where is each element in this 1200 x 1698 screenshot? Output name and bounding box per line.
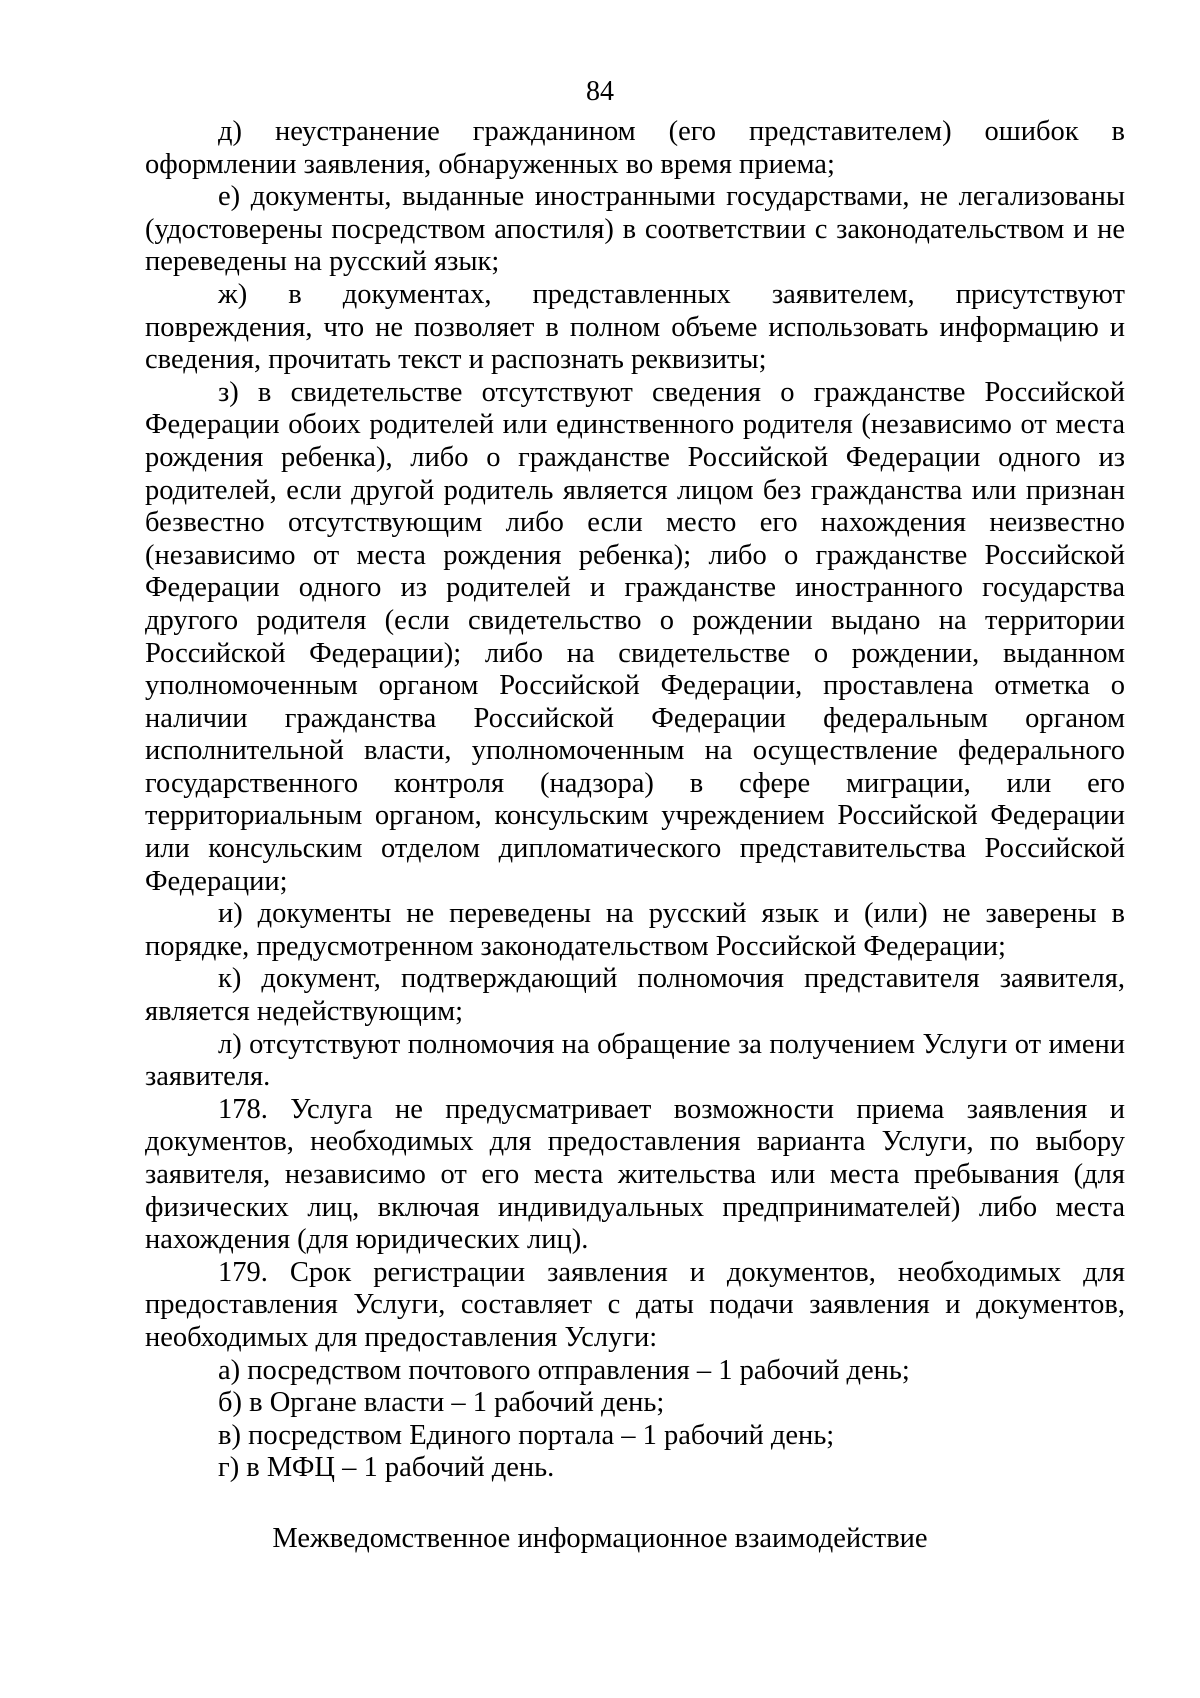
paragraph-179: 179. Срок регистрации заявления и документов, необходимых для предоставления Услуги, составляет с даты подачи заявления и документов, необходимых для предоставления Услуги: bbox=[145, 1256, 1125, 1353]
paragraph-d: д) неустранение гражданином (его представителем) ошибок в оформлении заявления, обнаруженных во время приема; bbox=[145, 116, 1125, 180]
paragraph-zh: ж) в документах, представленных заявителем, присутствуют повреждения, что не позволяет в полном объеме использовать информацию и сведения, прочитать текст и распознать реквизиты; bbox=[145, 278, 1125, 376]
paragraph-i: и) документы не переведены на русский язык и (или) не заверены в порядке, предусмотренном законодательством Российской Федерации; bbox=[145, 898, 1125, 962]
paragraph-e: е) документы, выданные иностранными государствами, не легализованы (удостоверены посредством апостиля) в соответствии с законодательством и не переведены на русский язык; bbox=[145, 181, 1125, 278]
paragraph-b: б) в Органе власти – 1 рабочий день; bbox=[218, 1387, 665, 1419]
document-body bbox=[145, 116, 1125, 1485]
paragraph-z: з) в свидетельстве отсутствуют сведения о гражданстве Российской Федерации обоих родителей или единственного родителя (независимо от места рождения ребенка), либо о гражданстве Российской Федерации одного из родителей, если другой родитель является лицом без гражданства или признан безвестно отсутствующим либо если место его нахождения неизвестно (независимо от места рождения ребенка); либо о гражданстве Российской Федерации одного из родителей и гражданстве иностранного государства другого родителя (если свидетельство о рождении выдано на территории Российской Федерации); либо на свидетельстве о рождении, выданном уполномоченным органом Российской Федерации, проставлена отметка о наличии гражданства Российской Федерации федеральным органом исполнительной власти, уполномоченным на осуществление федерального государственного контроля (надзора) в сфере миграции, или его территориальным органом, консульским учреждением Российской Федерации или консульским отделом дипломатического представительства Российской Федерации; bbox=[145, 376, 1125, 897]
paragraph-l: л) отсутствуют полномочия на обращение за получением Услуги от имени заявителя. bbox=[145, 1028, 1125, 1093]
paragraph-k: к) документ, подтверждающий полномочия представителя заявителя, является недействующим; bbox=[145, 963, 1125, 1028]
paragraph-g: г) в МФЦ – 1 рабочий день. bbox=[218, 1452, 555, 1484]
section-heading: Межведомственное информационное взаимодействие bbox=[272, 1523, 928, 1554]
paragraph-178: 178. Услуга не предусматривает возможности приема заявления и документов, необходимых для предоставления варианта Услуги, по выбору заявителя, независимо от его места жительства или места пребывания (для физических лиц, включая индивидуальных предпринимателей) либо места нахождения (для юридических лиц). bbox=[145, 1093, 1125, 1256]
paragraph-a: а) посредством почтового отправления – 1 рабочий день; bbox=[218, 1354, 910, 1386]
page-number: 84 bbox=[586, 76, 614, 107]
paragraph-v: в) посредством Единого портала – 1 рабочий день; bbox=[218, 1419, 835, 1451]
